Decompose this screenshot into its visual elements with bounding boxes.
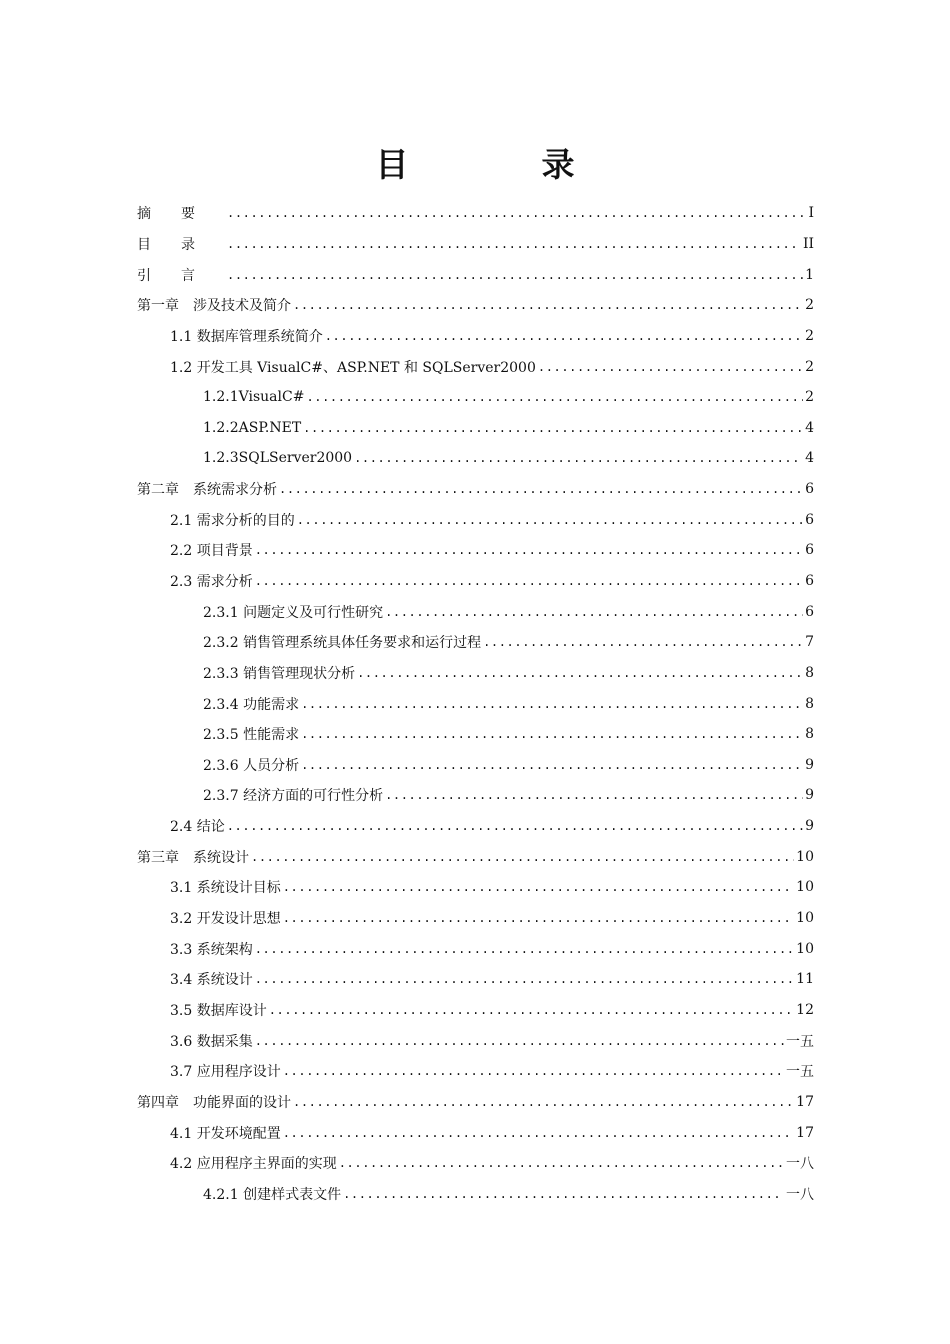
toc-entry-label: 2.3.7 经济方面的可行性分析 (203, 788, 384, 805)
toc-entry-label: 1.2.3SQLServer2000 (203, 450, 353, 467)
toc-entry[interactable] (137, 566, 814, 597)
toc-leader-dots (385, 788, 803, 802)
toc-entry[interactable] (137, 474, 814, 505)
toc-leader-dots (354, 451, 803, 465)
toc-entry-page: 8 (805, 664, 814, 681)
toc-entry[interactable] (137, 1117, 814, 1148)
toc-entry-page: 2 (805, 297, 814, 314)
toc-entry-label: 3.7 应用程序设计 (170, 1064, 281, 1081)
toc-entry-page: 8 (805, 695, 814, 712)
toc-entry-page: 6 (805, 511, 814, 528)
toc-entry-label: 4.2 应用程序主界面的实现 (170, 1156, 337, 1173)
toc-entry-page: 2 (805, 389, 814, 406)
toc-entry-label: 4.2.1 创建样式表文件 (203, 1186, 342, 1203)
toc-entry-page: 9 (805, 756, 814, 773)
toc-entry[interactable] (137, 382, 814, 413)
toc-entry-page: 9 (805, 818, 814, 835)
table-of-contents (137, 198, 814, 1209)
toc-leader-dots (269, 1003, 794, 1017)
toc-entry-label: 2.4 结论 (170, 819, 225, 836)
toc-entry-label: 1.2 开发工具 VisualC#、ASP.NET 和 SQLServer2000 (170, 359, 536, 376)
toc-entry-page: 17 (796, 1093, 814, 1110)
toc-entry-page: 1 (805, 266, 814, 283)
toc-leader-dots (255, 942, 794, 956)
toc-entry-page: 2 (805, 358, 814, 375)
toc-leader-dots (283, 880, 794, 894)
toc-entry-label: 1.1 数据库管理系统简介 (170, 328, 323, 345)
toc-entry[interactable] (137, 198, 814, 229)
toc-leader-dots (297, 513, 803, 527)
toc-entry[interactable] (137, 627, 814, 658)
toc-entry-page: 7 (805, 634, 814, 651)
toc-entry-label: 3.2 开发设计思想 (170, 911, 281, 928)
toc-entry-label: 4.1 开发环境配置 (170, 1125, 281, 1142)
toc-entry-label: 2.3.6 人员分析 (203, 757, 300, 774)
toc-entry-label: 第三章 系统设计 (137, 849, 249, 866)
toc-entry-label: 目录 (137, 236, 225, 253)
toc-entry[interactable] (137, 780, 814, 811)
toc-entry-page: 一八 (786, 1186, 814, 1203)
toc-entry-page: 17 (796, 1124, 814, 1141)
toc-entry-label: 3.5 数据库设计 (170, 1002, 267, 1019)
toc-entry[interactable] (137, 811, 814, 842)
toc-leader-dots (283, 911, 794, 925)
toc-entry[interactable] (137, 719, 814, 750)
toc-entry-label: 1.2.1VisualC# (203, 389, 305, 406)
toc-entry-page: 6 (805, 603, 814, 620)
toc-entry-page: 8 (805, 726, 814, 743)
toc-leader-dots (293, 298, 803, 312)
toc-entry[interactable] (137, 259, 814, 290)
toc-entry-label: 2.3.4 功能需求 (203, 696, 300, 713)
toc-leader-dots (538, 360, 803, 374)
toc-leader-dots (227, 819, 803, 833)
toc-entry-page: 一五 (786, 1033, 814, 1050)
page-title: 目 录 (375, 145, 625, 184)
toc-leader-dots (227, 237, 801, 251)
toc-leader-dots (301, 758, 803, 772)
toc-leader-dots (279, 482, 803, 496)
toc-entry-page: 10 (796, 848, 814, 865)
toc-entry[interactable] (137, 504, 814, 535)
toc-entry[interactable] (137, 229, 814, 260)
toc-entry-page: 9 (805, 787, 814, 804)
toc-entry[interactable] (137, 596, 814, 627)
toc-leader-dots (339, 1156, 784, 1170)
toc-entry-page: I (808, 205, 814, 222)
toc-leader-dots (283, 1126, 794, 1140)
toc-entry[interactable] (137, 688, 814, 719)
toc-leader-dots (301, 727, 803, 741)
toc-leader-dots (483, 635, 803, 649)
toc-leader-dots (283, 1064, 784, 1078)
toc-entry[interactable] (137, 750, 814, 781)
toc-leader-dots (385, 605, 803, 619)
toc-entry-label: 第一章 涉及技术及简介 (137, 298, 291, 315)
toc-entry-label: 3.4 系统设计 (170, 972, 253, 989)
toc-leader-dots (303, 421, 803, 435)
toc-entry-label: 2.3.2 销售管理系统具体任务要求和运行过程 (203, 635, 482, 652)
toc-entry[interactable] (137, 290, 814, 321)
toc-entry-page: 一八 (786, 1156, 814, 1173)
toc-entry-label: 1.2.2ASP.NET (203, 419, 302, 436)
toc-entry[interactable] (137, 841, 814, 872)
toc-entry-page: 6 (805, 542, 814, 559)
toc-entry-page: 一五 (786, 1064, 814, 1081)
toc-entry-label: 2.3.1 问题定义及可行性研究 (203, 604, 384, 621)
toc-entry-label: 3.1 系统设计目标 (170, 880, 281, 897)
toc-leader-dots (227, 206, 806, 220)
toc-entry-label: 第四章 功能界面的设计 (137, 1094, 291, 1111)
toc-entry-label: 引言 (137, 267, 225, 284)
toc-leader-dots (325, 329, 803, 343)
toc-leader-dots (293, 1095, 794, 1109)
toc-entry-page: 11 (796, 971, 814, 988)
toc-entry[interactable] (137, 964, 814, 995)
toc-entry-label: 2.3.3 销售管理现状分析 (203, 665, 356, 682)
toc-leader-dots (255, 972, 794, 986)
toc-leader-dots (306, 390, 803, 404)
toc-leader-dots (301, 697, 803, 711)
toc-entry[interactable] (137, 903, 814, 934)
toc-entry-page: 6 (805, 481, 814, 498)
toc-entry[interactable] (137, 321, 814, 352)
toc-leader-dots (255, 543, 803, 557)
toc-entry[interactable] (137, 351, 814, 382)
toc-entry[interactable] (137, 1087, 814, 1118)
toc-entry-page: 4 (805, 419, 814, 436)
toc-entry[interactable] (137, 443, 814, 474)
toc-entry[interactable] (137, 658, 814, 689)
toc-entry-page: 10 (796, 879, 814, 896)
toc-entry[interactable] (137, 412, 814, 443)
toc-entry[interactable] (137, 872, 814, 903)
toc-entry-page: 10 (796, 910, 814, 927)
toc-entry[interactable] (137, 535, 814, 566)
toc-entry-page: II (802, 235, 814, 252)
toc-entry[interactable] (137, 1025, 814, 1056)
toc-entry-page: 4 (805, 450, 814, 467)
toc-leader-dots (255, 1034, 784, 1048)
toc-leader-dots (255, 574, 803, 588)
toc-entry-label: 2.2 项目背景 (170, 543, 253, 560)
toc-leader-dots (251, 850, 794, 864)
toc-entry-page: 10 (796, 940, 814, 957)
toc-entry-label: 2.3 需求分析 (170, 574, 253, 590)
toc-entry[interactable] (137, 933, 814, 964)
toc-entry-page: 2 (805, 327, 814, 344)
toc-leader-dots (343, 1187, 784, 1201)
toc-entry[interactable] (137, 1148, 814, 1179)
toc-entry-label: 2.3.5 性能需求 (203, 727, 300, 744)
toc-entry-label: 3.6 数据采集 (170, 1033, 253, 1050)
toc-entry[interactable] (137, 1056, 814, 1087)
toc-entry-label: 2.1 需求分析的目的 (170, 512, 295, 529)
toc-entry-label: 第二章 系统需求分析 (137, 482, 277, 499)
toc-entry-page: 6 (805, 573, 814, 589)
toc-entry[interactable] (137, 1179, 814, 1210)
toc-entry-page: 12 (796, 1001, 814, 1018)
toc-entry-label: 摘要 (137, 206, 225, 223)
toc-leader-dots (357, 666, 803, 680)
toc-entry-label: 3.3 系统架构 (170, 941, 253, 958)
toc-leader-dots (227, 268, 803, 282)
toc-entry[interactable] (137, 995, 814, 1026)
